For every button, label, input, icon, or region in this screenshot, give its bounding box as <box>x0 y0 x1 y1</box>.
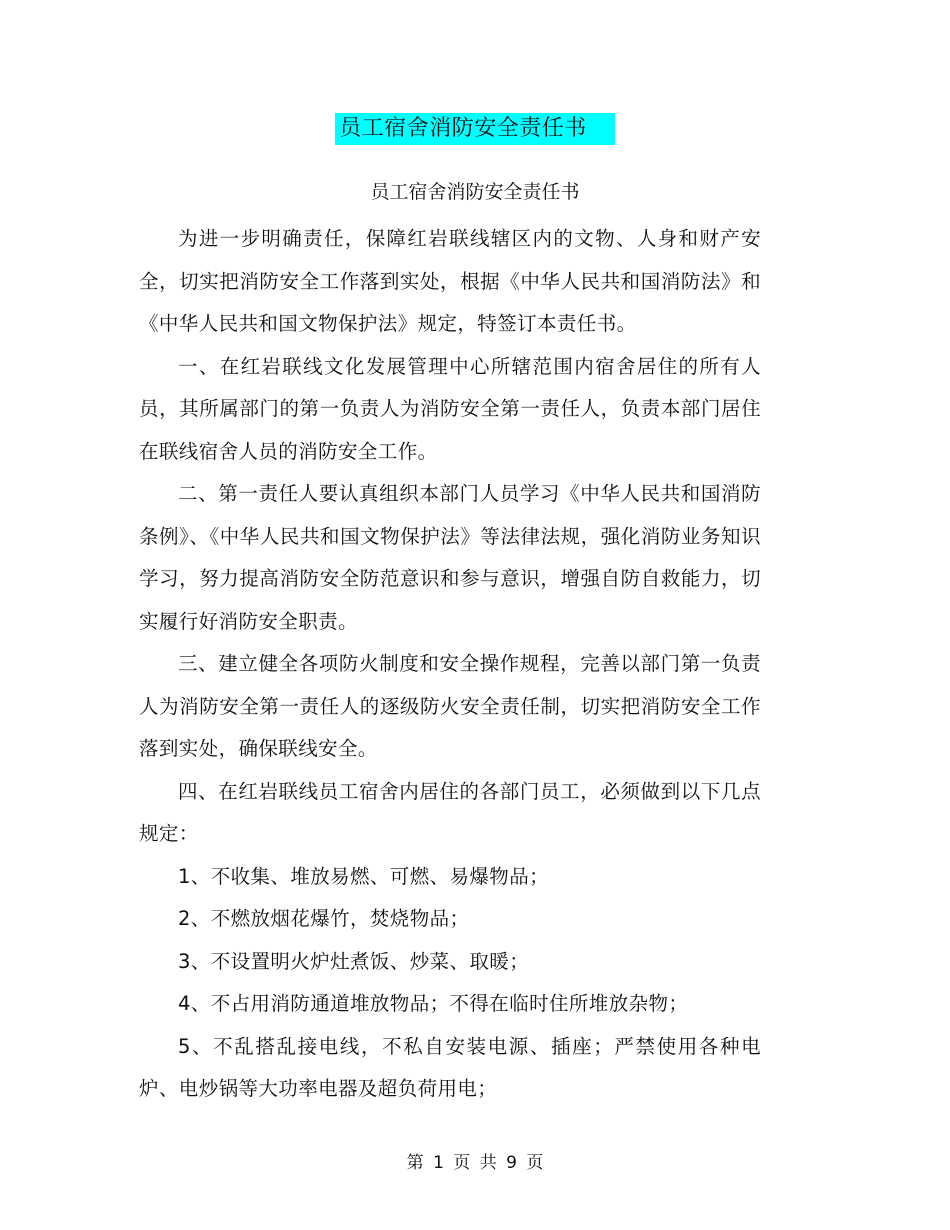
paragraph-intro: 为进一步明确责任，保障红岩联线辖区内的文物、人身和财产安全，切实把消防安全工作落到实处，根据《中华人民共和国消防法》和《中华人民共和国文物保护法》规定，特签订本责任书。 <box>139 227 761 335</box>
list-item-rule-1: 1、不收集、堆放易燃、可燃、易爆物品； <box>178 864 550 888</box>
paragraph-clause-1: 一、在红岩联线文化发展管理中心所辖范围内宿舍居住的所有人员，其所属部门的第一负责人为消防安全第一责任人，负责本部门居住在联线宿舍人员的消防安全工作。 <box>139 354 761 463</box>
list-item-rule-2: 2、不燃放烟花爆竹，焚烧物品； <box>178 907 470 930</box>
list-item-rule-3: 3、不设置明火炉灶煮饭、炒菜、取暖； <box>178 949 530 973</box>
list-item-rule-5: 5、不乱搭乱接电线，不私自安装电源、插座；严禁使用各种电炉、电炒锅等大功率电器及超负荷用电； <box>139 1034 761 1100</box>
document-subtitle: 员工宿舍消防安全责任书 <box>370 181 580 203</box>
paragraph-clause-4: 四、在红岩联线员工宿舍内居住的各部门员工，必须做到以下几点规定： <box>139 779 761 845</box>
paragraph-clause-2: 二、第一责任人要认真组织本部门人员学习《中华人民共和国消防条例》、《中华人民共和国文物保护法》等法律法规，强化消防业务知识学习，努力提高消防安全防范意识和参与意识，增强自防自救能力，切实履行好消防安全职责。 <box>139 482 761 633</box>
paragraph-clause-3: 三、建立健全各项防火制度和安全操作规程，完善以部门第一负责人为消防安全第一责任人的逐级防火安全责任制，切实把消防安全工作落到实处，确保联线安全。 <box>139 652 761 760</box>
document-body <box>139 218 761 1111</box>
heading-container <box>0 113 950 145</box>
list-item-rule-4: 4、不占用消防通道堆放物品；不得在临时住所堆放杂物； <box>178 992 689 1015</box>
page-footer: 第 1 页 共 9 页 <box>406 1153 544 1173</box>
document-heading: 员工宿舍消防安全责任书 <box>335 113 615 145</box>
